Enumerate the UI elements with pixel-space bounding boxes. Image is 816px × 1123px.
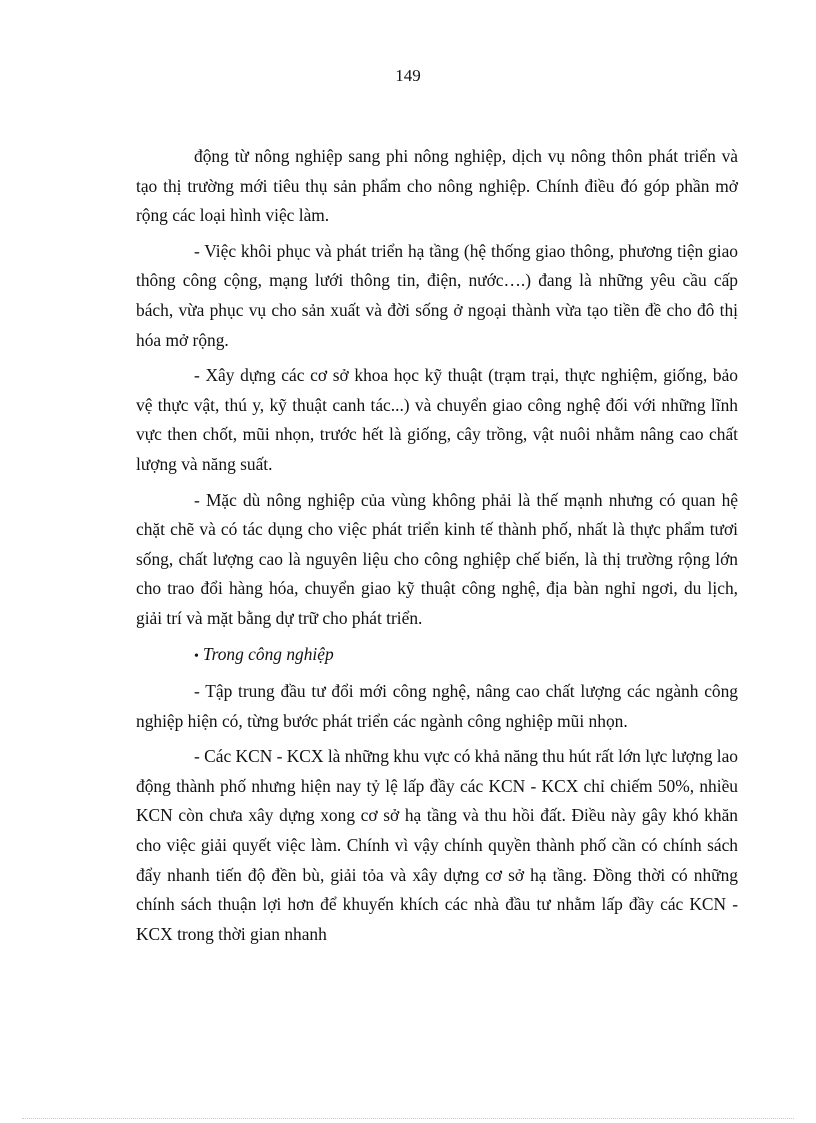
paragraph-infrastructure: - Việc khôi phục và phát triển hạ tầng (hệ thống giao thông, phương tiện giao thông công cộng, mạng lưới thông tin, điện, nước….) đang là những yêu cầu cấp bách, vừa phục vụ cho sản xuất và đời sống ở ngoại thành vừa tạo tiền đề cho đô thị hóa mở rộng.: [136, 240, 738, 350]
paragraph-continuation: động từ nông nghiệp sang phi nông nghiệp, dịch vụ nông thôn phát triển và tạo thị trường mới tiêu thụ sản phẩm cho nông nghiệp. Chính điều đó góp phần mở rộng các loại hình việc làm.: [136, 146, 738, 226]
paragraph-science-technology: - Xây dựng các cơ sở khoa học kỹ thuật (trạm trại, thực nghiệm, giống, bảo vệ thực vật, thú y, kỹ thuật canh tác...) và chuyển giao công nghệ đối với những lĩnh vực then chốt, mũi nhọn, trước hết là giống, cây trồng, vật nuôi nhằm nâng cao chất lượng và năng suất.: [136, 365, 738, 474]
bullet-icon: •: [194, 648, 199, 664]
section-heading-industry: [136, 640, 738, 672]
paragraph-agriculture-role: - Mặc dù nông nghiệp của vùng không phải là thế mạnh nhưng có quan hệ chặt chẽ và có tác dụng cho việc phát triển kinh tế thành phố, nhất là thực phẩm tươi sống, chất lượng cao là nguyên liệu cho công nghiệp chế biến, là thị trường rộng lớn cho trao đổi hàng hóa, chuyển giao kỹ thuật công nghệ, địa bàn nghỉ ngơi, du lịch, giải trí và mặt bằng dự trữ cho phát triển.: [136, 489, 738, 628]
document-body: [136, 142, 738, 955]
page-number: 149: [395, 66, 421, 85]
paragraph-industrial-zones: - Các KCN - KCX là những khu vực có khả năng thu hút rất lớn lực lượng lao động thành phố nhưng hiện nay tỷ lệ lấp đầy các KCN - KCX chỉ chiếm 50%, nhiều KCN còn chưa xây dựng xong cơ sở hạ tầng và thu hồi đất. Điều này gây khó khăn cho việc giải quyết việc làm. Chính vì vậy chính quyền thành phố cần có chính sách đẩy nhanh tiến độ đền bù, giải tỏa và xây dựng cơ sở hạ tầng. Đồng thời có những chính sách thuận lợi hơn để khuyến khích các nhà đầu tư nhằm lấp đầy các KCN - KCX trong thời gian nhanh: [136, 746, 738, 944]
paragraph-technology-investment: - Tập trung đầu tư đổi mới công nghệ, nâng cao chất lượng các ngành công nghiệp hiện có, từng bước phát triển các ngành công nghiệp mũi nhọn.: [136, 681, 738, 731]
page-bottom-divider: [22, 1118, 794, 1119]
section-heading-text: Trong công nghiệp: [202, 643, 334, 664]
